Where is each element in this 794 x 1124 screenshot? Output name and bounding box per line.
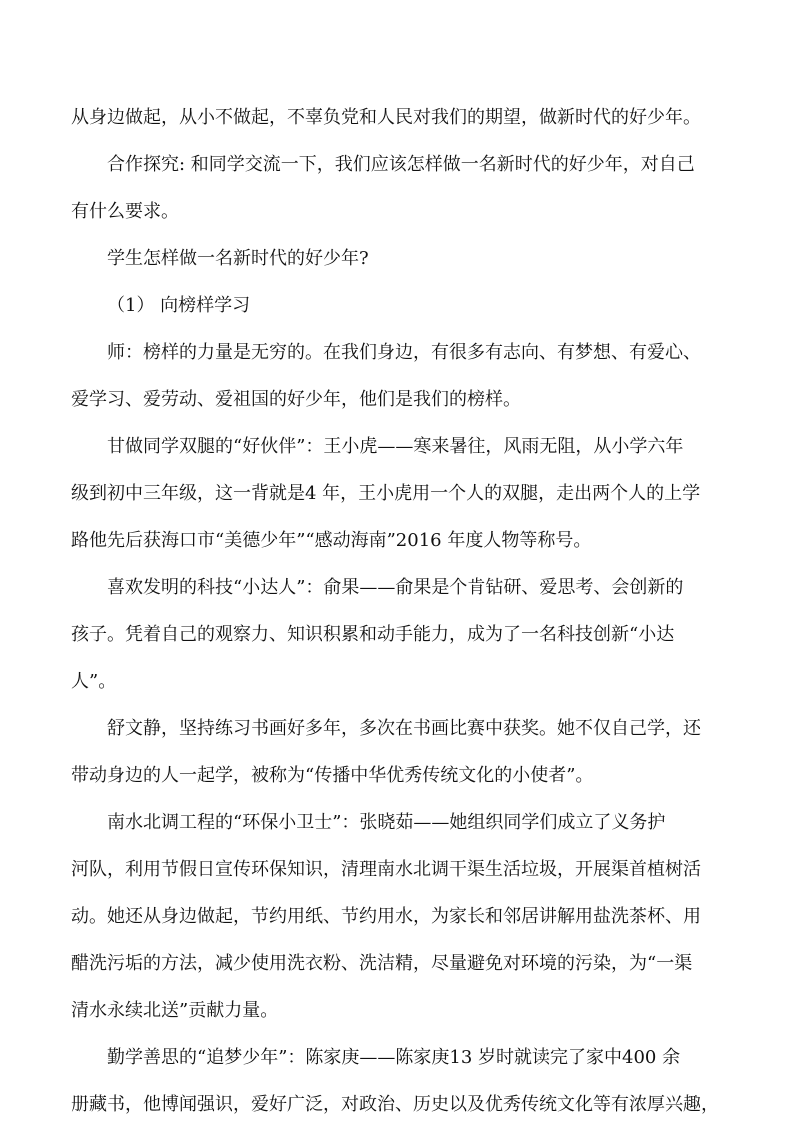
text-line: 从身边做起，从小不做起，不辜负党和人民对我们的期望，做新时代的好少年。 (71, 107, 701, 128)
text-line: 河队，利用节假日宣传环保知识，清理南水北调干渠生活垃圾，开展渠首植树活 (71, 859, 701, 880)
text-line: 舒文静，坚持练习书画好多年，多次在书画比赛中获奖。她不仅自己学，还 (107, 718, 701, 739)
text-line: 清水永续北送”贡献力量。 (71, 1000, 279, 1021)
text-line: 动。她还从身边做起，节约用纸、节约用水，为家长和邻居讲解用盐洗茶杯、用 (71, 906, 701, 927)
text-line: 路他先后获海口市“美德少年”“感动海南”2016 年度人物等称号。 (71, 530, 592, 551)
text-line: 册藏书，他博闻强识，爱好广泛，对政治、历史以及优秀传统文化等有浓厚兴趣， (71, 1094, 719, 1115)
text-line: 南水北调工程的“环保小卫士”：张晓茹——她组织同学们成立了义务护 (107, 812, 666, 833)
text-line: 有什么要求。 (71, 201, 179, 222)
text-line: 孩子。凭着自己的观察力、知识积累和动手能力，成为了一名科技创新“小达 (71, 624, 675, 645)
text-line: 带动身边的人一起学，被称为“传播中华优秀传统文化的小使者”。 (71, 765, 594, 786)
text-line: 合作探究: 和同学交流一下，我们应该怎样做一名新时代的好少年，对自己 (107, 154, 695, 175)
text-line: （1） 向榜样学习 (107, 295, 251, 316)
text-line: 醋洗污垢的方法，减少使用洗衣粉、洗洁精，尽量避免对环境的污染，为“一渠 (71, 953, 693, 974)
text-line: 级到初中三年级，这一背就是4 年，王小虎用一个人的双腿，走出两个人的上学 (71, 483, 701, 504)
text-line: 师：榜样的力量是无穷的。在我们身边，有很多有志向、有梦想、有爱心、 (107, 342, 701, 363)
text-line: 勤学善思的“追梦少年”：陈家庚——陈家庚13 岁时就读完了家中400 余 (107, 1047, 681, 1068)
text-line: 爱学习、爱劳动、爱祖国的好少年，他们是我们的榜样。 (71, 389, 521, 410)
text-line: 学生怎样做一名新时代的好少年? (107, 248, 369, 269)
text-line: 人”。 (71, 671, 117, 692)
text-line: 甘做同学双腿的“好伙伴”：王小虎——寒来暑往，风雨无阻，从小学六年 (107, 436, 684, 457)
text-line: 喜欢发明的科技“小达人”：俞果——俞果是个肯钻研、爱思考、会创新的 (107, 577, 684, 598)
